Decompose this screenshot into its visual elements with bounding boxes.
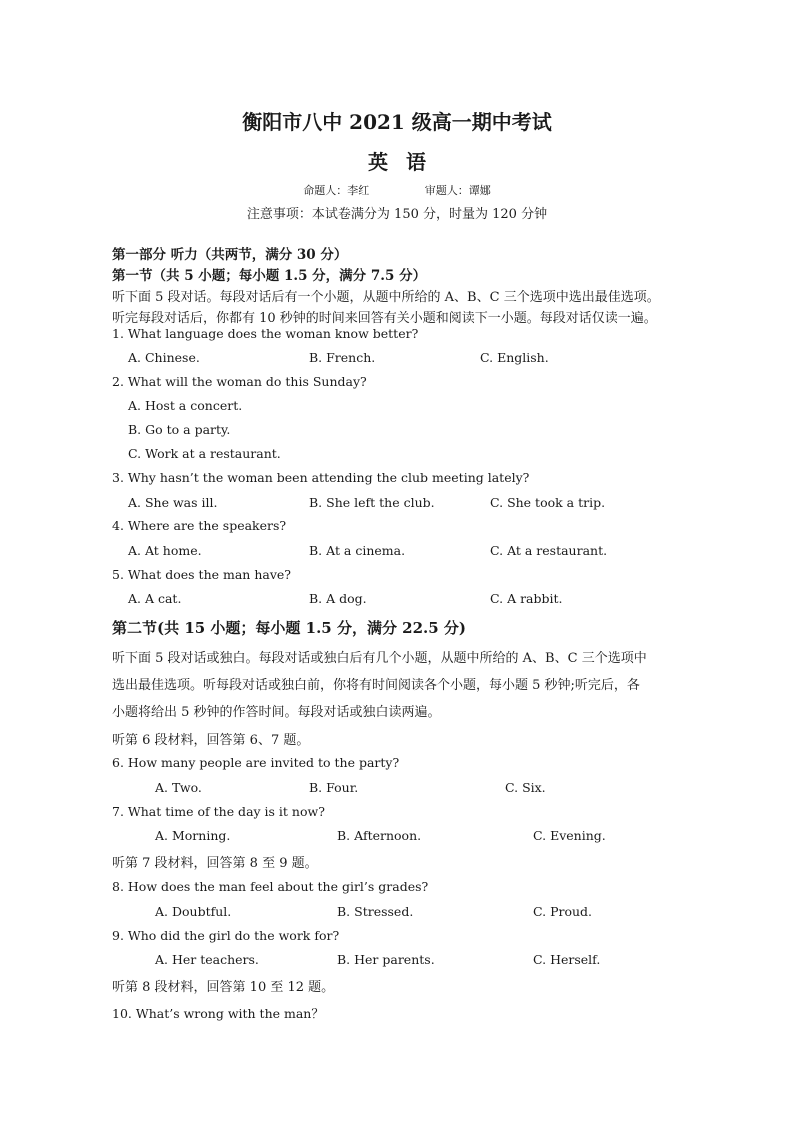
- q6-option-b: B. Four.: [309, 780, 359, 795]
- q8-option-a: A. Doubtful.: [155, 904, 232, 919]
- material-7-note: 听第 7 段材料，回答第 8 至 9 题。: [112, 856, 318, 871]
- q7-option-a: A. Morning.: [155, 828, 231, 843]
- material-6-note: 听第 6 段材料，回答第 6、7 题。: [112, 733, 310, 748]
- section1-instruction-1: 听下面 5 段对话。每段对话后有一个小题，从题中所给的 A、B、C 三个选项中选出最佳选项。: [112, 290, 660, 305]
- section1-instruction-2: 听完每段对话后，你都有 10 秒钟的时间来回答有关小题和阅读下一小题。每段对话仅读一遍。: [112, 311, 657, 326]
- question-3: 3. Why hasn’t the woman been attending the club meeting lately?: [112, 470, 530, 485]
- part1-heading: 第一部分 听力（共两节，满分 30 分）: [112, 247, 348, 263]
- question-5: 5. What does the man have?: [112, 567, 291, 582]
- q1-option-b: B. French.: [309, 350, 376, 365]
- question-1: 1. What language does the woman know better?: [112, 326, 419, 341]
- q1-option-a: A. Chinese.: [128, 350, 200, 365]
- question-4: 4. Where are the speakers?: [112, 518, 287, 533]
- q9-option-a: A. Her teachers.: [155, 952, 259, 967]
- q4-option-a: A. At home.: [128, 543, 202, 558]
- q4-option-c: C. At a restaurant.: [490, 543, 608, 558]
- q7-option-c: C. Evening.: [533, 828, 606, 843]
- q6-option-c: C. Six.: [505, 780, 546, 795]
- notice: 注意事项：本试卷满分为 150 分，时量为 120 分钟: [246, 207, 548, 222]
- section2-instruction-3: 小题将给出 5 秒钟的作答时间。每段对话或独白读两遍。: [112, 705, 441, 720]
- q9-option-c: C. Herself.: [533, 952, 601, 967]
- q3-option-c: C. She took a trip.: [490, 495, 606, 510]
- question-8: 8. How does the man feel about the girl’s grades?: [112, 879, 429, 894]
- section2-instruction-1: 听下面 5 段对话或独白。每段对话或独白后有几个小题，从题中所给的 A、B、C 三个选项中: [112, 651, 647, 666]
- subject-title: 英语: [368, 150, 444, 174]
- q5-option-b: B. A dog.: [309, 591, 367, 606]
- q2-option-c: C. Work at a restaurant.: [128, 446, 281, 461]
- q3-option-a: A. She was ill.: [128, 495, 218, 510]
- question-6: 6. How many people are invited to the party?: [112, 755, 400, 770]
- question-10: 10. What’s wrong with the man？: [112, 1006, 324, 1021]
- question-2: 2. What will the woman do this Sunday?: [112, 374, 367, 389]
- q2-option-a: A. Host a concert.: [128, 398, 243, 413]
- setter: 命题人：李红: [303, 184, 370, 197]
- section2-heading: 第二节(共 15 小题；每小题 1.5 分，满分 22.5 分): [112, 619, 467, 637]
- q5-option-c: C. A rabbit.: [490, 591, 563, 606]
- question-9: 9. Who did the girl do the work for?: [112, 928, 340, 943]
- q8-option-c: C. Proud.: [533, 904, 593, 919]
- q9-option-b: B. Her parents.: [337, 952, 435, 967]
- section1-heading: 第一节（共 5 小题；每小题 1.5 分，满分 7.5 分）: [112, 268, 427, 284]
- reviewer: 审题人：谭娜: [424, 184, 491, 197]
- q5-option-a: A. A cat.: [128, 591, 182, 606]
- q8-option-b: B. Stressed.: [337, 904, 414, 919]
- section2-instruction-2: 选出最佳选项。听每段对话或独白前，你将有时间阅读各个小题，每小题 5 秒钟;听完后，各: [112, 678, 640, 693]
- q3-option-b: B. She left the club.: [309, 495, 435, 510]
- q4-option-b: B. At a cinema.: [309, 543, 406, 558]
- setters-line: [0, 182, 794, 198]
- q1-option-c: C. English.: [480, 350, 549, 365]
- material-8-note: 听第 8 段材料，回答第 10 至 12 题。: [112, 980, 335, 995]
- q7-option-b: B. Afternoon.: [337, 828, 422, 843]
- exam-title: 衡阳市八中 2021 级高一期中考试: [242, 110, 552, 134]
- q2-option-b: B. Go to a party.: [128, 422, 231, 437]
- question-7: 7. What time of the day is it now?: [112, 804, 325, 819]
- q6-option-a: A. Two.: [155, 780, 202, 795]
